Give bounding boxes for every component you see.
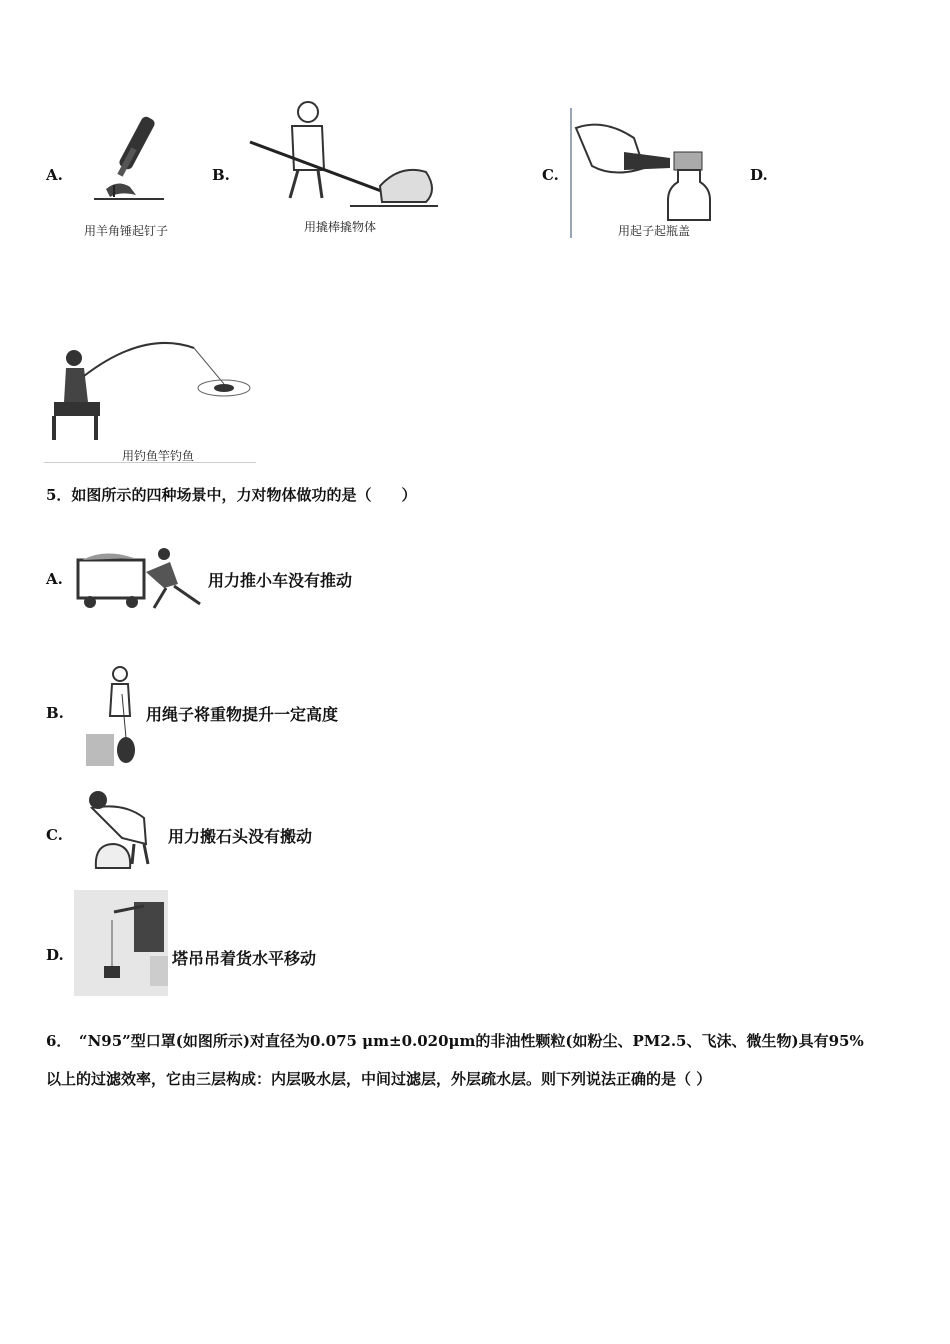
q4-option-a-caption: 用羊角锤起钉子 (84, 224, 169, 238)
claw-hammer-icon (84, 105, 194, 215)
q5-option-c-text: 用力搬石头没有搬动 (168, 827, 313, 846)
q4-option-a-letter: A. (46, 166, 63, 184)
image-border (570, 108, 572, 238)
q6-stem-line2: 以上的过滤效率，它由三层构成：内层吸水层，中间过滤层，外层疏水层。则下列说法正确的是（ ） (46, 1070, 712, 1088)
q4-option-b-letter: B. (212, 166, 230, 184)
q5-option-c-letter: C. (46, 826, 63, 844)
q6-stem-line1: 6． “N95”型口罩(如图所示)对直径为0.075 μm±0.020μm的非油性颗粒(如粉尘、PM2.5、飞沫、微生物)具有95% (46, 1032, 864, 1050)
q5-stem: 5．如图所示的四种场景中，力对物体做功的是（ ） (46, 486, 417, 504)
q5-option-a-letter: A. (46, 570, 63, 588)
q5-option-a-text: 用力推小车没有推动 (208, 571, 353, 590)
crowbar-icon (250, 98, 438, 213)
q5-option-b-text: 用绳子将重物提升一定高度 (146, 705, 339, 724)
lift-stone-icon (74, 788, 158, 870)
tower-crane-icon (74, 890, 168, 996)
q4-option-d-letter: D. (750, 166, 768, 184)
q4-option-b-caption: 用撬棒撬物体 (304, 220, 377, 234)
push-cart-icon (74, 548, 208, 610)
q5-option-d-letter: D. (46, 946, 64, 964)
q4-option-c-letter: C. (542, 166, 559, 184)
bottle-opener-icon (574, 108, 714, 220)
q5-option-d-text: 塔吊吊着货水平移动 (172, 949, 317, 968)
q4-option-d-caption: 用钓鱼竿钓鱼 (122, 449, 195, 463)
fishing-rod-icon (44, 340, 256, 444)
q5-option-b-letter: B. (46, 704, 64, 722)
q4-option-c-caption: 用起子起瓶盖 (618, 224, 691, 238)
lift-rope-icon (86, 664, 144, 766)
